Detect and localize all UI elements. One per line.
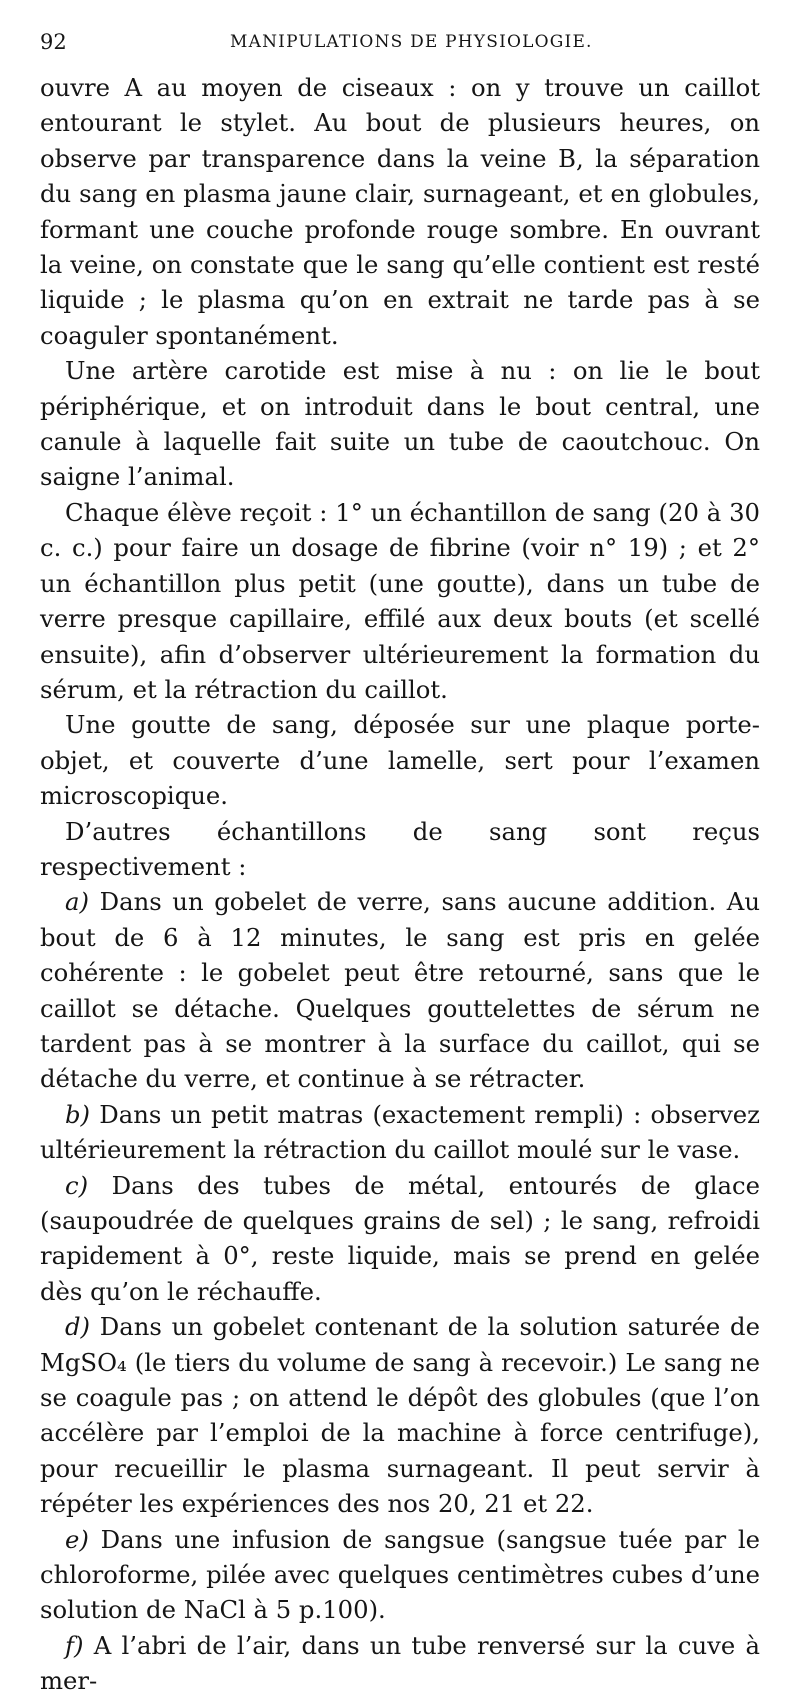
list-item-a <box>40 884 760 1096</box>
list-text-c: Dans des tubes de métal, entourés de glace (saupoudrée de quelques grains de sel) ; le sang, refroidi rapidement à 0°, reste liquide, mais se prend en gelée dès qu’on le réchauffe. <box>40 1170 760 1306</box>
list-label-d: d) <box>65 1312 91 1342</box>
page-header <box>40 30 760 60</box>
paragraph-5: D’autres échantillons de sang sont reçus respectivement : <box>40 816 760 881</box>
paragraph-1: ouvre A au moyen de ciseaux : on y trouve un caillot entourant le stylet. Au bout de plusieurs heures, on observe par transparence dans la veine B, la séparation du sang en plasma jaune clair, surnageant, et en globules, formant une couche profonde rouge sombre. En ouvrant la veine, on constate que le sang qu’elle contient est resté liquide ; le plasma qu’on en extrait ne tarde pas à se coaguler spontanément. <box>40 73 760 350</box>
list-item-e <box>40 1522 760 1628</box>
page-number: 92 <box>40 30 67 54</box>
paragraph-2: Une artère carotide est mise à nu : on lie le bout périphérique, et on introduit dans le bout central, une canule à laquelle fait suite un tube de caoutchouc. On saigne l’animal. <box>40 356 760 492</box>
paragraph-3: Chaque élève reçoit : 1° un échantillon de sang (20 à 30 c. c.) pour faire un dosage de fibrine (voir n° 19) ; et 2° un échantillon plus petit (une goutte), dans un tube de verre presque capillaire, effilé aux deux bouts (et scellé ensuite), afin d’observer ultérieurement la formation du sérum, et la rétraction du caillot. <box>40 497 760 704</box>
list-text-f: A l’abri de l’air, dans un tube renversé sur la cuve à mer- <box>40 1630 760 1696</box>
body-text <box>40 70 760 1699</box>
list-item-d <box>40 1309 760 1521</box>
list-item-b <box>40 1097 760 1168</box>
list-text-a: Dans un gobelet de verre, sans aucune addition. Au bout de 6 à 12 minutes, le sang est pris en gelée cohérente : le gobelet peut être retourné, sans que le caillot se détache. Quelques gouttelettes de sérum ne tardent pas à se montrer à la surface du caillot, qui se détache du verre, et continue à se rétracter. <box>40 887 760 1094</box>
list-label-e: e) <box>65 1524 89 1554</box>
list-text-e: Dans une infusion de sangsue (sangsue tuée par le chloroforme, pilée avec quelques centimètres cubes d’une solution de NaCl à 5 p.100). <box>40 1524 760 1625</box>
list-label-c: c) <box>65 1170 89 1200</box>
list-item-f <box>40 1628 760 1699</box>
list-label-a: a) <box>65 887 89 917</box>
running-title: MANIPULATIONS DE PHYSIOLOGIE. <box>230 32 593 52</box>
list-text-b: Dans un petit matras (exactement rempli) : observez ultérieurement la rétraction du caillot moulé sur le vase. <box>40 1099 760 1165</box>
list-label-f: f) <box>65 1630 84 1660</box>
paragraph-4: Une goutte de sang, déposée sur une plaque porte-objet, et couverte d’une lamelle, sert pour l’examen microscopique. <box>40 710 760 811</box>
list-item-c <box>40 1168 760 1310</box>
list-label-b: b) <box>65 1099 91 1129</box>
list-text-d: Dans un gobelet contenant de la solution saturée de MgSO₄ (le tiers du volume de sang à recevoir.) Le sang ne se coagule pas ; on attend le dépôt des globules (que l’on accélère par l’emploi de la machine à force centrifuge), pour recueillir le plasma surnageant. Il peut servir à répéter les expériences des nos 20, 21 et 22. <box>40 1312 760 1519</box>
